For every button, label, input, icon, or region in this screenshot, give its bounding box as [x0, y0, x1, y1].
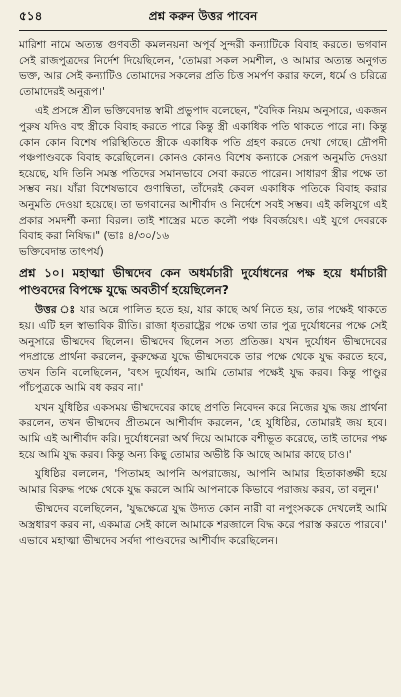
question-heading: প্রশ্ন ১০। মহাত্মা ভীষ্মদেব কেন অধর্মচারী দুর্যোধনের পক্ষ হয়ে ধর্মাচারী পাণ্ডবদের বিপক্ষে যুদ্ধে অবতীর্ণ হয়েছিলেন?: [19, 266, 387, 297]
answer-paragraph-2: যখন যুধিষ্ঠির একসময় ভীষ্মদেবের কাছে প্রণতি নিবেদন করে নিজের যুদ্ধ জয় প্রার্থনা করলেন, তখন ভীষ্মদেব প্রীতমনে আশীর্বাদ করলেন, 'হে যুধিষ্ঠির, তোমারই জয় হবে। আমি এই আশীর্বাদ করি। দুর্যোধনেরা অর্থ দিয়ে আমাকে বশীভূত করেছে, তাই তাদের পক্ষ হয়ে আমি যুদ্ধ করব। কিন্তু অন্য কিছু তোমার অভীষ্ট কি আছে আমার কাছে চাও।': [19, 401, 387, 461]
citation: ভক্তিবেদান্ত তাৎপর্য): [19, 245, 104, 258]
answer-paragraph-4: ভীষ্মদেব বলেছিলেন, 'যুদ্ধক্ষেত্রে যুদ্ধ উদ্যত কোন নারী বা নপুংসককে দেখলেই আমি অস্ত্রধারণ করব না, একমাত্র সেই কালে আমাকে শরজালে বিদ্ধ করে পরাস্ত করতে পারবে।' এভাবে মহাত্মা ভীষ্মদেব সর্বদা পাণ্ডবদের আশীর্বাদ করেছিলেন।: [19, 503, 387, 547]
running-title: প্রশ্ন করুন উত্তর পাবেন: [148, 9, 258, 23]
answer-text: যার অন্নে পালিত হতে হয়, যার কাছে অর্থ নিতে হয়, তার পক্ষেই থাকতে হয়। এটি হল স্বাভাবিক রীতি। রাজা ধৃতরাষ্ট্রের পক্ষে তথা তার পুত্র দুর্যোধনের পক্ষে সেই অনুসারে ভীষ্মদেব ছিলেন। ভীষ্মদেব ছিলেন সত্য প্রতিজ্ঞ। যখন দুর্যোধন ভীষ্মদেবের পদপ্রান্তে প্রার্থনা করলেন, কুরুক্ষেত্র যুদ্ধে ভীষ্মদেবকে তার পক্ষে থেকে যুদ্ধ করতে হবে, তখন তিনি বলেছিলেন, 'বৎস দুর্যোধন, আমি তোমার পক্ষেই যুদ্ধ করব। কিন্তু পাণ্ডুর পাঁচপুত্রকে আমি বধ করব না।': [19, 304, 387, 395]
page-header: [19, 8, 387, 31]
answer-paragraph-1: [19, 303, 387, 397]
answer-label: উত্তর ঃ: [35, 304, 76, 317]
answer-paragraph-3: যুধিষ্ঠির বললেন, 'পিতামহ আপনি অপরাজেয়, আপনি আমার হিতাকাঙ্ক্ষী হয়ে আমার বিরুদ্ধ পক্ষে থেকে যুদ্ধ করলে আমি আপনাকে কিভাবে পরাজয় করব, তা বলুন।': [19, 468, 387, 496]
paragraph-1: মারিশা নামে অত্যন্ত গুণবতী কমলনয়না অপূর্ব সুন্দরী কন্যাটিকে বিবাহ করতে। ভগবান সেই রাজপুত্রদের নির্দেশ দিয়েছিলেন, 'তোমরা সকল সমশীল, ও আমার অত্যন্ত অনুগত ভক্ত, আর সেই কন্যাটিও তোমাদের সকলের প্রতি চিত্ত সমর্পণ করার ফলে, ধর্মে ও চরিত্রে তোমাদেরই অনুরূপ।': [19, 39, 387, 98]
paragraph-2: এই প্রসঙ্গে শ্রীল ভক্তিবেদান্ত স্বামী প্রভুপাদ বলেছেন, "বৈদিক নিয়ম অনুসারে, একজন পুরুষ যদিও বহু স্ত্রীকে বিবাহ করতে পারে কিন্তু স্ত্রী একাধিক পতি থাকতে পারে না। কিন্তু কোন কোন বিশেষ পরিস্থিতিতে স্ত্রীকে একাধিক পতি গ্রহণ করতে দেখা গেছে। দ্রৌপদী পঞ্চপাণ্ডবকে বিবাহ করেছিলেন। কোনও কোনও বিশেষ কন্যাকে সেরূপ অনুমতি দেওয়া হয়েছে, যদি তিনি সমস্ত পতিদের সমানভাবে সেবা করতে পারেন। সাধারণ স্ত্রীর পক্ষে তা সম্ভব নয়। যাঁরা বিশেষভাবে গুণান্বিতা, তাঁদেরই কেবল একাধিক পতিকে বিবাহ করার অনুমতি দেওয়া হয়েছে। তা ভগবানের আশীর্বাদ ও নির্দেশে সবই সম্ভব। এই কলিযুগে এই প্রকার সমদর্শী কন্যা বিরল। তাই শাস্ত্রের মতে কলৌ পঞ্চ বিবর্জয়েৎ। এই যুগে দেবরকে বিবাহ করা নিষিদ্ধ।" (ভাঃ ৪/৩০/১৬: [19, 105, 387, 243]
page-number: ৫১৪: [19, 9, 43, 23]
